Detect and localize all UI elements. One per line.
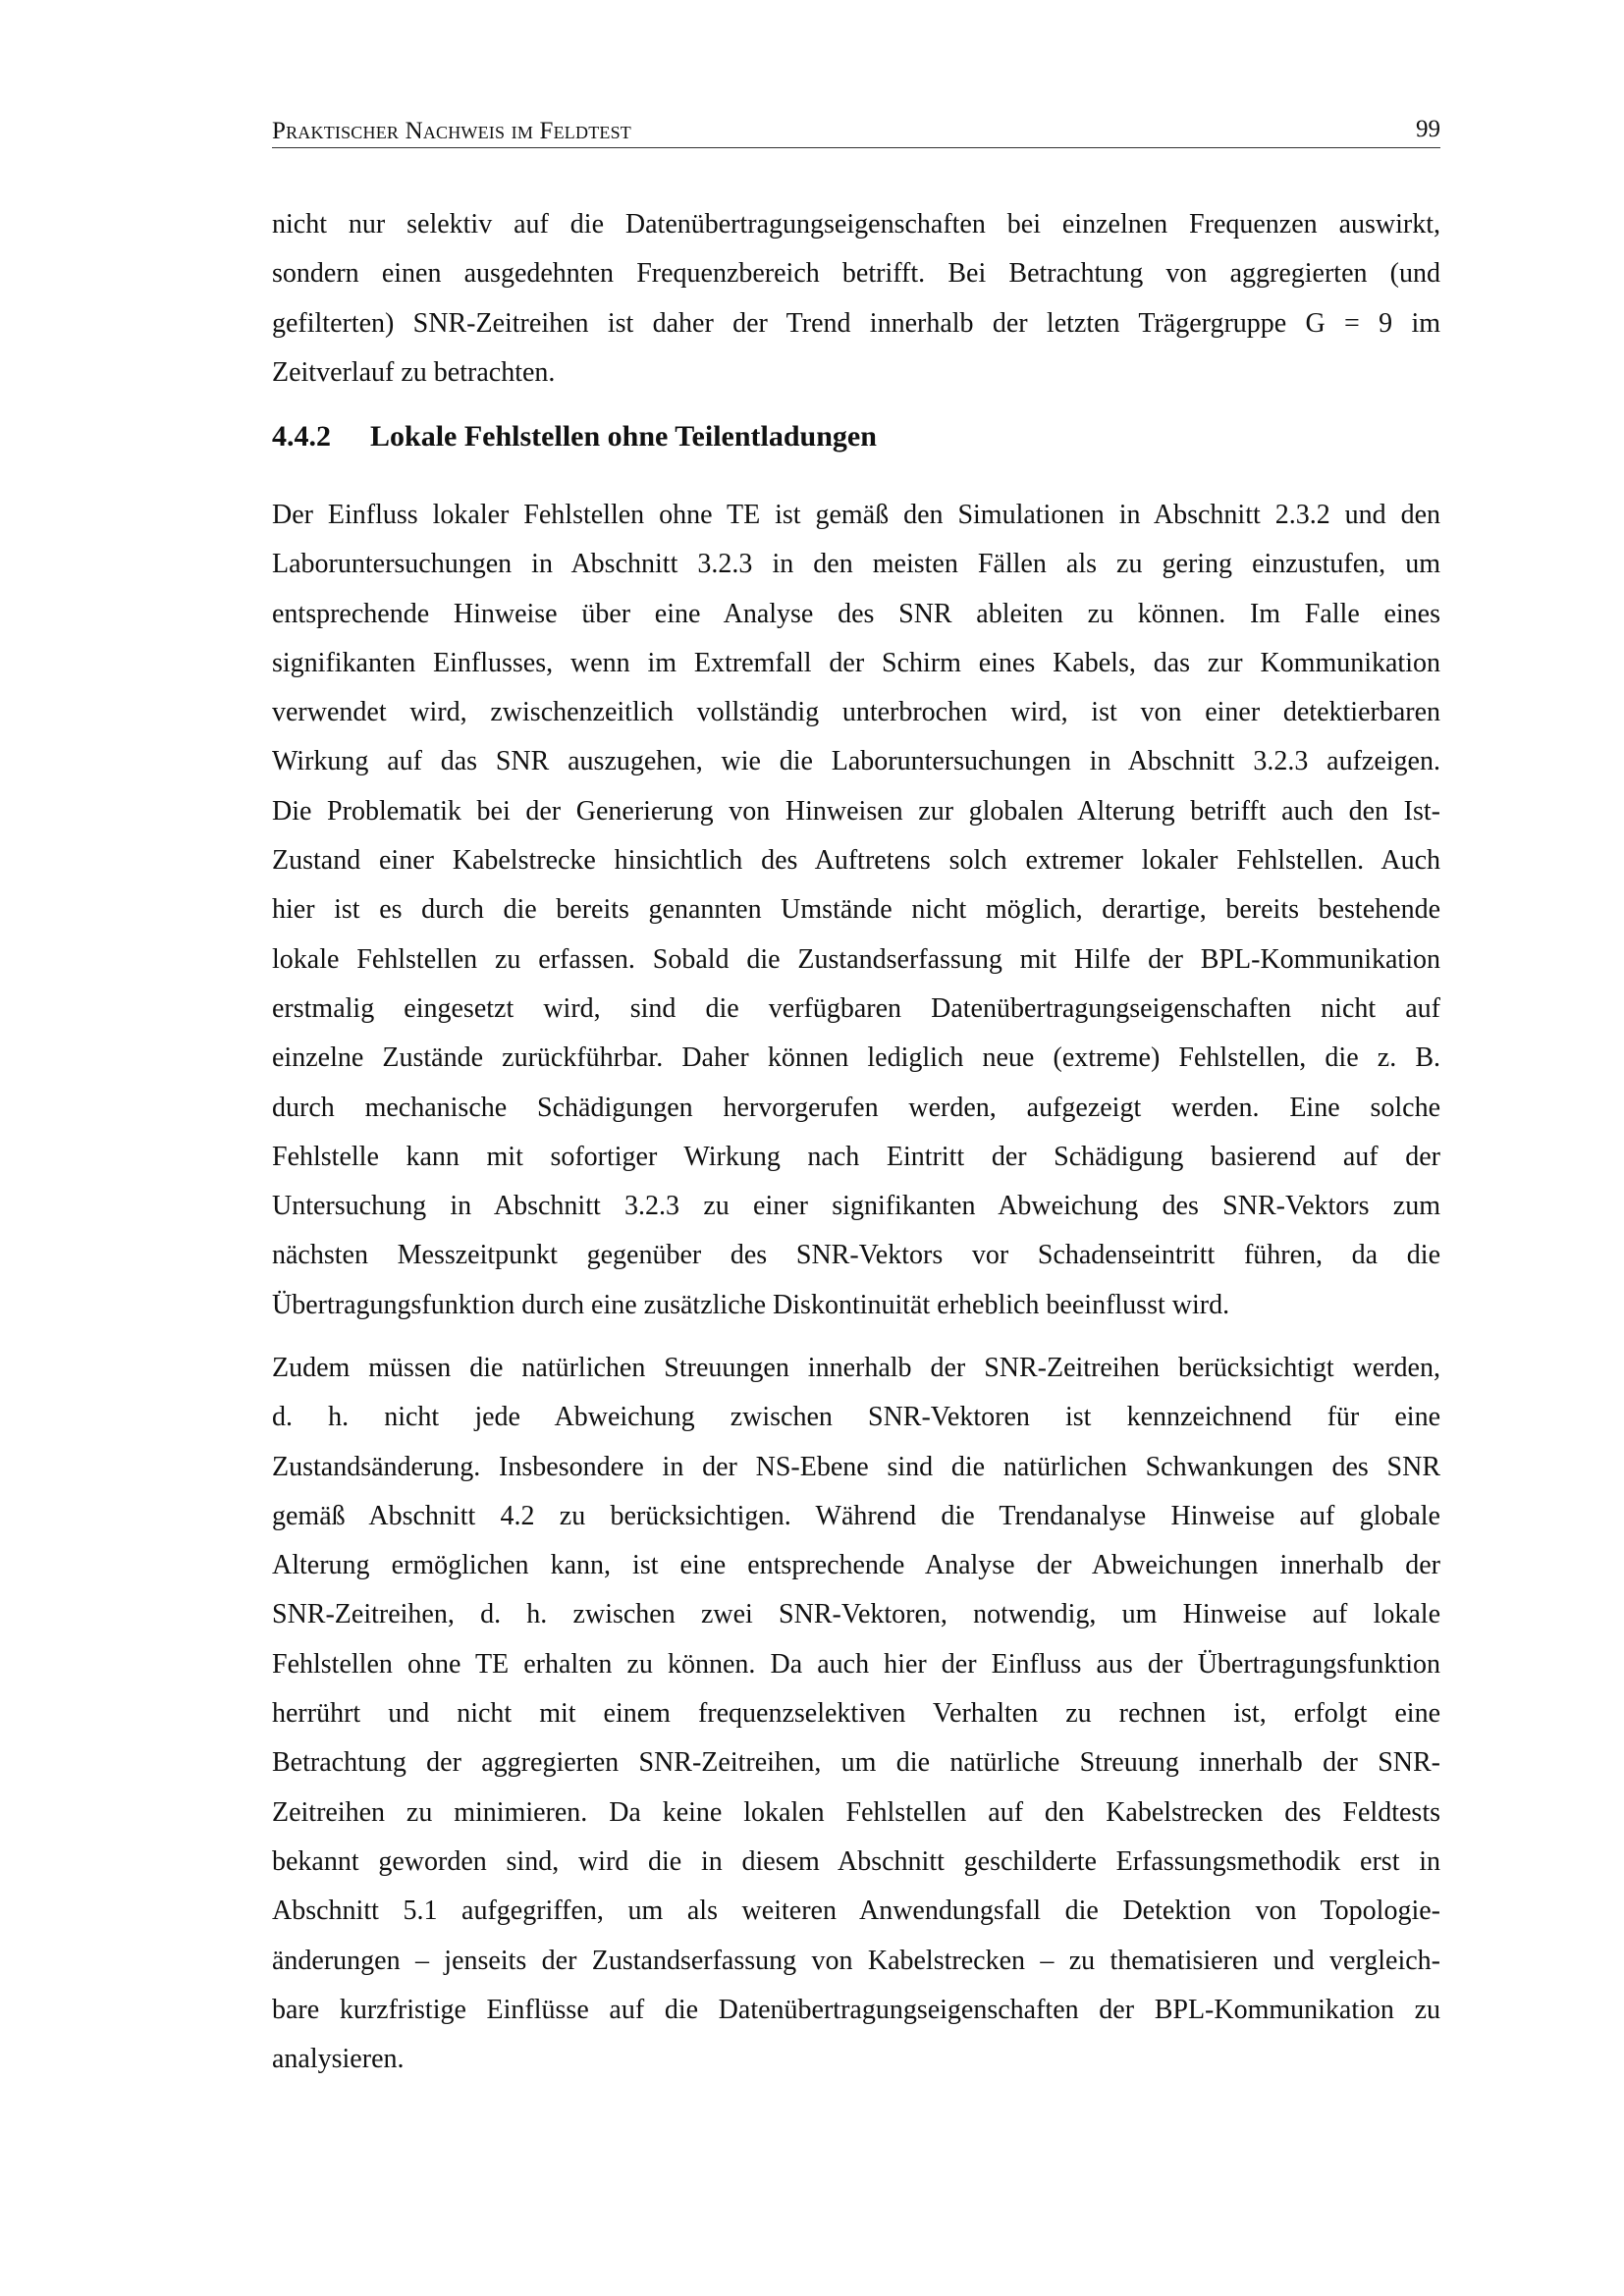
text-line: gefilterten) SNR-Zeitreihen ist daher der Trend innerhalb der letzten Trägergruppe G = 9 im bbox=[272, 307, 1440, 339]
text-line: Fehlstelle kann mit sofortiger Wirkung nach Eintritt der Schädigung basierend auf der bbox=[272, 1141, 1440, 1172]
body-paragraph-2 bbox=[272, 1344, 1440, 2084]
text-line: Untersuchung in Abschnitt 3.2.3 zu einer signifikanten Abweichung des SNR-Vektors zum bbox=[272, 1191, 1440, 1222]
text-line: bare kurzfristige Einflüsse auf die Datenübertragungseigenschaften der BPL-Kommunikation zu bbox=[272, 1994, 1440, 2025]
text-line: d. h. nicht jede Abweichung zwischen SNR-Vektoren ist kennzeichnend für eine bbox=[272, 1402, 1440, 1433]
text-line: Übertragungsfunktion durch eine zusätzliche Diskontinuität erheblich beeinflusst wird. bbox=[272, 1289, 1230, 1320]
section-heading bbox=[272, 420, 877, 454]
text-line: Alterung ermöglichen kann, ist eine entsprechende Analyse der Abweichungen innerhalb der bbox=[272, 1550, 1440, 1581]
text-line: durch mechanische Schädigungen hervorgerufen werden, aufgezeigt werden. Eine solche bbox=[272, 1092, 1440, 1123]
text-line: Betrachtung der aggregierten SNR-Zeitreihen, um die natürliche Streuung innerhalb der SNR- bbox=[272, 1747, 1440, 1779]
text-line: erstmalig eingesetzt wird, sind die verfügbaren Datenübertragungseigenschaften nicht auf bbox=[272, 992, 1440, 1024]
text-line: Zeitverlauf zu betrachten. bbox=[272, 356, 556, 388]
text-line: Die Problematik bei der Generierung von Hinweisen zur globalen Alterung betrifft auch den Ist- bbox=[272, 795, 1440, 827]
text-line: verwendet wird, zwischenzeitlich vollständig unterbrochen wird, ist von einer detektierbaren bbox=[272, 697, 1440, 728]
text-line: entsprechende Hinweise über eine Analyse des SNR ableiten zu können. Im Falle eines bbox=[272, 598, 1440, 629]
text-line: gemäß Abschnitt 4.2 zu berücksichtigen. Während die Trendanalyse Hinweise auf globale bbox=[272, 1500, 1440, 1531]
text-line: nicht nur selektiv auf die Datenübertragungseigenschaften bei einzelnen Frequenzen auswirkt, bbox=[272, 209, 1440, 240]
text-line: Zeitreihen zu minimieren. Da keine lokalen Fehlstellen auf den Kabelstrecken des Feldtests bbox=[272, 1796, 1440, 1828]
section-title: Lokale Fehlstellen ohne Teilentladungen bbox=[370, 420, 877, 453]
text-line: signifikanten Einflusses, wenn im Extremfall der Schirm eines Kabels, das zur Kommunikation bbox=[272, 647, 1440, 678]
text-line: lokale Fehlstellen zu erfassen. Sobald die Zustandserfassung mit Hilfe der BPL-Kommunikation bbox=[272, 943, 1440, 975]
text-line: einzelne Zustände zurückführbar. Daher können lediglich neue (extreme) Fehlstellen, die z. B. bbox=[272, 1042, 1440, 1074]
page-number: 99 bbox=[1416, 116, 1440, 142]
running-header-title: Praktischer Nachweis im Feldtest bbox=[272, 118, 631, 144]
text-line: SNR-Zeitreihen, d. h. zwischen zwei SNR-Vektoren, notwendig, um Hinweise auf lokale bbox=[272, 1599, 1440, 1630]
text-line: herrührt und nicht mit einem frequenzselektiven Verhalten zu rechnen ist, erfolgt eine bbox=[272, 1698, 1440, 1730]
text-line: Abschnitt 5.1 aufgegriffen, um als weiteren Anwendungsfall die Detektion von Topologie- bbox=[272, 1896, 1440, 1927]
running-header bbox=[272, 114, 1440, 148]
text-line: Wirkung auf das SNR auszugehen, wie die Laboruntersuchungen in Abschnitt 3.2.3 aufzeigen. bbox=[272, 746, 1440, 777]
text-line: sondern einen ausgedehnten Frequenzbereich betrifft. Bei Betrachtung von aggregierten (und bbox=[272, 258, 1440, 290]
text-line: Der Einfluss lokaler Fehlstellen ohne TE ist gemäß den Simulationen in Abschnitt 2.3.2 und den bbox=[272, 500, 1440, 530]
text-line: Zudem müssen die natürlichen Streuungen innerhalb der SNR-Zeitreihen berücksichtigt werden, bbox=[272, 1353, 1440, 1383]
body-paragraph-1 bbox=[272, 491, 1440, 1330]
text-line: analysieren. bbox=[272, 2044, 405, 2075]
text-line: bekannt geworden sind, wird die in diesem Abschnitt geschilderte Erfassungsmethodik erst in bbox=[272, 1845, 1440, 1877]
section-number: 4.4.2 bbox=[272, 420, 331, 453]
text-line: Fehlstellen ohne TE erhalten zu können. Da auch hier der Einfluss aus der Übertragungsfunktion bbox=[272, 1648, 1440, 1680]
text-line: hier ist es durch die bereits genannten Umstände nicht möglich, derartige, bereits bestehende bbox=[272, 894, 1440, 926]
intro-paragraph bbox=[272, 200, 1440, 398]
text-line: Laboruntersuchungen in Abschnitt 3.2.3 in den meisten Fällen als zu gering einzustufen, um bbox=[272, 549, 1440, 580]
text-line: änderungen – jenseits der Zustandserfassung von Kabelstrecken – zu thematisieren und vergleich- bbox=[272, 1945, 1440, 1976]
text-line: Zustandsänderung. Insbesondere in der NS-Ebene sind die natürlichen Schwankungen des SNR bbox=[272, 1451, 1440, 1482]
text-line: Zustand einer Kabelstrecke hinsichtlich des Auftretens solch extremer lokaler Fehlstellen. Auch bbox=[272, 845, 1440, 877]
text-line: nächsten Messzeitpunkt gegenüber des SNR-Vektors vor Schadenseintritt führen, da die bbox=[272, 1240, 1440, 1271]
